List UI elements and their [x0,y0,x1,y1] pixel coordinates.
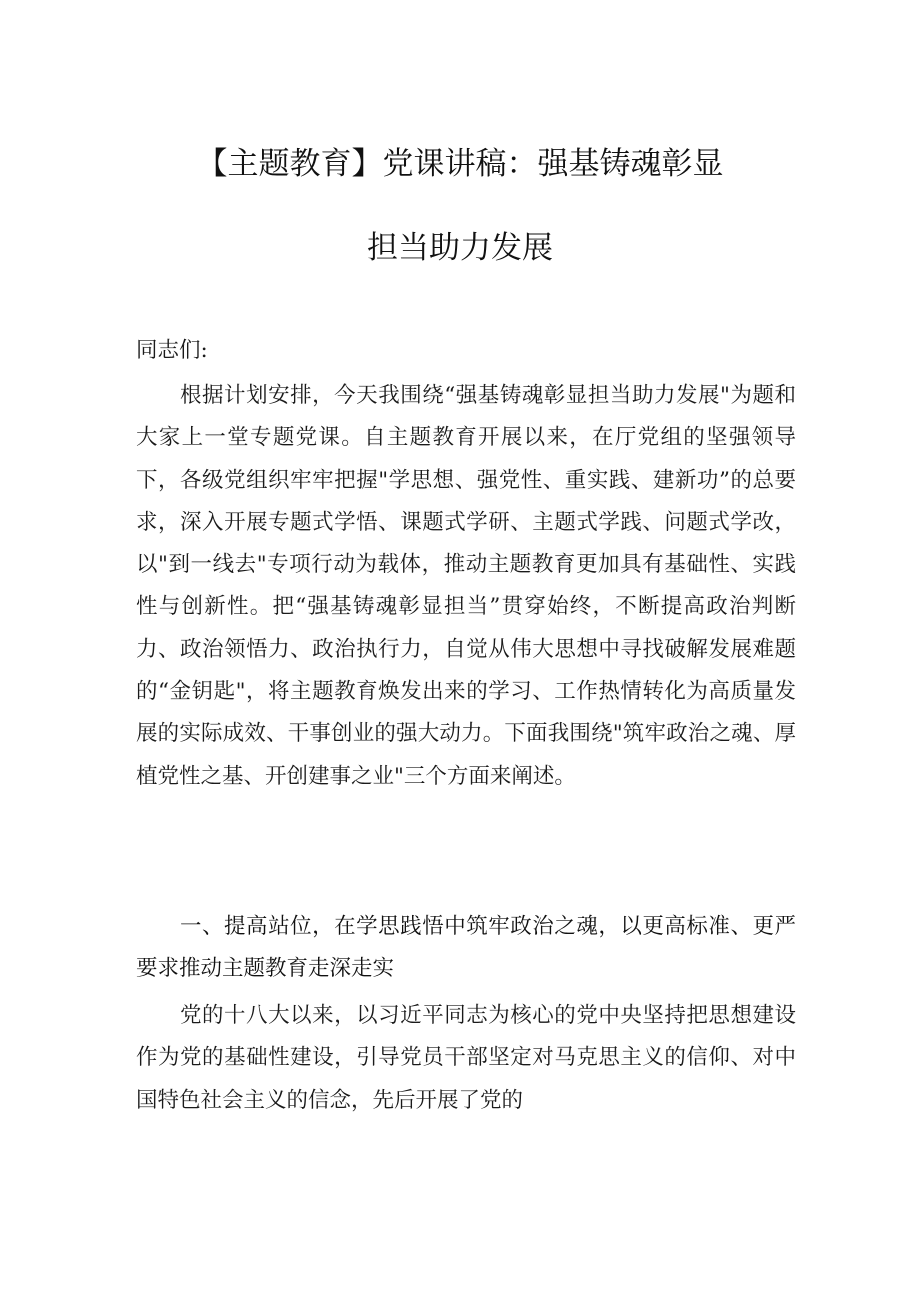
greeting: 同志们: [136,338,208,363]
paragraph-intro: 根据计划安排，今天我围绕“强基铸魂彰显担当助力发展"为题和大家上一堂专题党课。自主题教育开展以来，在厅党组的坚强领导下，各级党组织牢牢把握"学思想、强党性、重实践、建新功”的总要求，深入开展专题式学悟、课题式学研、主题式学践、问题式学改，以"到一线去"专项行动为载体，推动主题教育更加具有基础性、实践性与创新性。把“强基铸魂彰显担当”贯穿始终，不断提高政治判断力、政治领悟力、政治执行力，自觉从伟大思想中寻找破解发展难题的“金钥匙"，将主题教育焕发出来的学习、工作热情转化为高质量发展的实际成效、干事创业的强大动力。下面我围绕"筑牢政治之魂、厚植党性之基、开创建事之业"三个方面来阐述。 [136,383,796,789]
document-title-line-1: 【主题教育】党课讲稿：强基铸魂彰显 [196,146,724,182]
paragraph-section-1: 党的十八大以来，以习近平同志为核心的党中央坚持把思想建设作为党的基础性建设，引导党员干部坚定对马克思主义的信仰、对中国特色社会主义的信念，先后开展了党的 [136,1003,796,1113]
section-heading-1: 一、提高站位，在学思践悟中筑牢政治之魂，以更高标准、更严要求推动主题教育走深走实 [136,914,796,981]
document-title-line-2: 担当助力发展 [367,230,553,266]
